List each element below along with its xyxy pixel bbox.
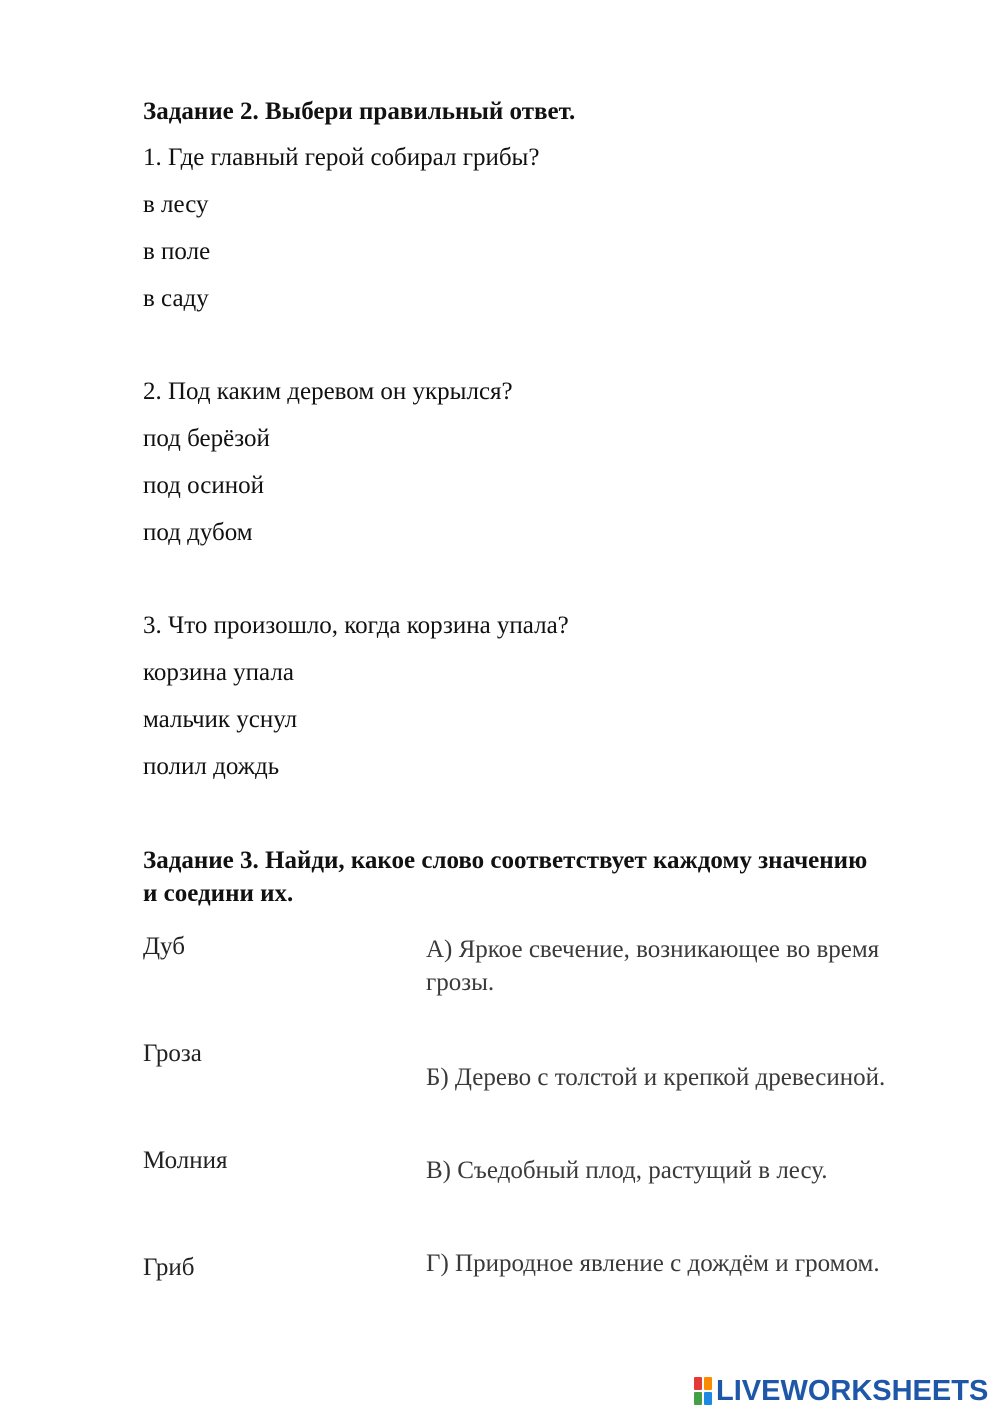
match-word-lightning[interactable]: Молния bbox=[143, 1147, 228, 1174]
question-3: 3. Что произошло, когда корзина упала? bbox=[143, 612, 569, 639]
liveworksheets-logo[interactable] bbox=[694, 1374, 988, 1408]
q2-option-aspen[interactable]: под осиной bbox=[143, 472, 264, 499]
q3-option-basket[interactable]: корзина упала bbox=[143, 659, 294, 686]
task3-title-line1: Задание 3. Найди, какое слово соответствует каждому значению bbox=[143, 847, 868, 874]
match-def-b[interactable]: Б) Дерево с толстой и крепкой древесиной. bbox=[426, 1064, 886, 1091]
question-2: 2. Под каким деревом он укрылся? bbox=[143, 378, 513, 405]
match-def-g[interactable]: Г) Природное явление с дождём и громом. bbox=[426, 1250, 880, 1277]
q1-option-field[interactable]: в поле bbox=[143, 238, 211, 265]
liveworksheets-logo-text: LIVEWORKSHEETS bbox=[716, 1374, 989, 1407]
q2-option-birch[interactable]: под берёзой bbox=[143, 425, 270, 452]
q3-option-rain[interactable]: полил дождь bbox=[143, 753, 280, 780]
match-def-v[interactable]: В) Съедобный плод, растущий в лесу. bbox=[426, 1157, 828, 1184]
question-1: 1. Где главный герой собирал грибы? bbox=[143, 144, 540, 171]
q3-option-boy-slept[interactable]: мальчик уснул bbox=[143, 706, 298, 733]
q1-option-garden[interactable]: в саду bbox=[143, 285, 209, 312]
match-def-a[interactable] bbox=[426, 933, 946, 999]
q1-option-forest[interactable]: в лесу bbox=[143, 191, 209, 218]
task3-title-line2: и соедини их. bbox=[143, 880, 294, 907]
task2-title: Задание 2. Выбери правильный ответ. bbox=[143, 98, 576, 125]
match-def-a-line2: грозы. bbox=[426, 969, 495, 996]
match-word-oak[interactable]: Дуб bbox=[143, 933, 185, 960]
match-word-storm[interactable]: Гроза bbox=[143, 1040, 202, 1067]
liveworksheets-mark-icon bbox=[694, 1377, 712, 1405]
match-word-mushroom[interactable]: Гриб bbox=[143, 1254, 195, 1281]
q2-option-oak[interactable]: под дубом bbox=[143, 519, 253, 546]
match-def-a-line1: А) Яркое свечение, возникающее во время bbox=[426, 936, 880, 963]
